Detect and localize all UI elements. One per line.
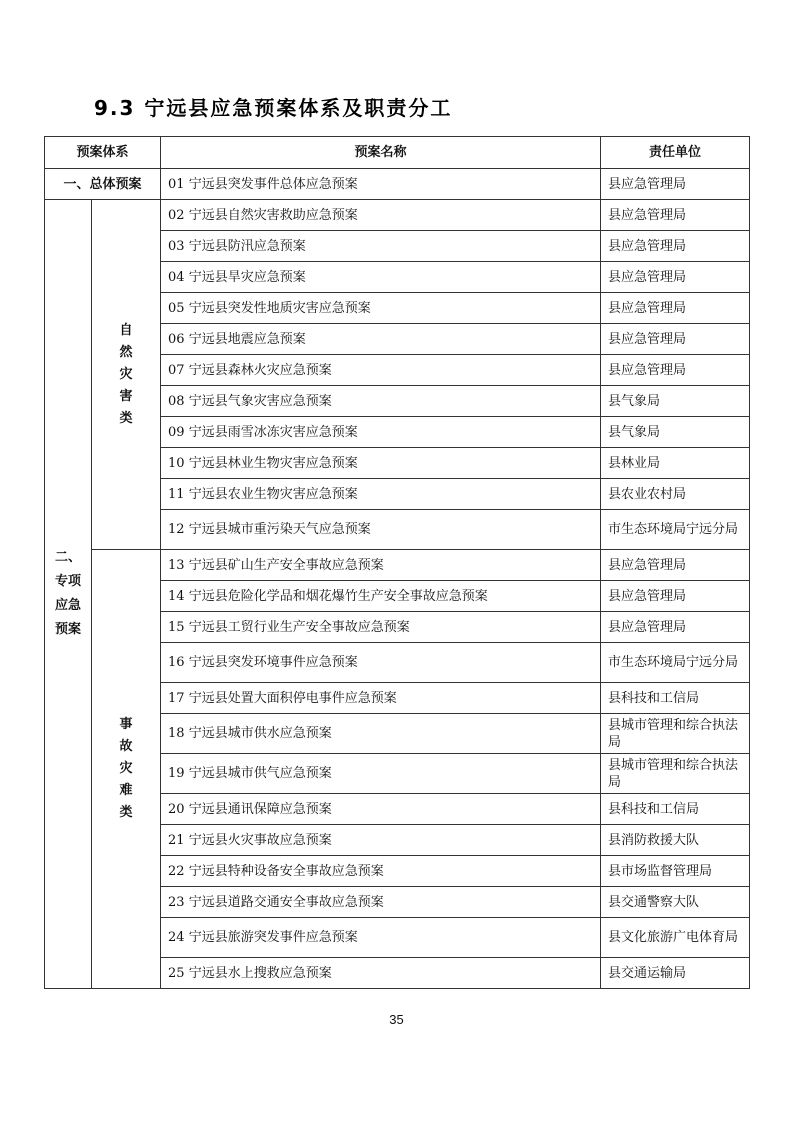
subcategory-accident (92, 550, 161, 989)
subcategory-natural (92, 200, 161, 550)
plan-name: 22 宁远县特种设备安全事故应急预案 (161, 856, 601, 887)
responsible-unit: 县市场监督管理局 (601, 856, 750, 887)
plan-name: 16 宁远县突发环境事件应急预案 (161, 643, 601, 683)
plan-name: 12 宁远县城市重污染天气应急预案 (161, 510, 601, 550)
plan-name: 20 宁远县通讯保障应急预案 (161, 794, 601, 825)
plan-name: 04 宁远县旱灾应急预案 (161, 262, 601, 293)
plan-name: 21 宁远县火灾事故应急预案 (161, 825, 601, 856)
plan-name: 25 宁远县水上搜救应急预案 (161, 958, 601, 989)
responsible-unit: 县应急管理局 (601, 200, 750, 231)
category-special-label: 二、专项应急预案 (54, 550, 81, 637)
responsible-unit: 县应急管理局 (601, 612, 750, 643)
header-plan-name: 预案名称 (161, 137, 601, 169)
page-title: 9.3 宁远县应急预案体系及职责分工 (94, 96, 453, 120)
plan-name: 18 宁远县城市供水应急预案 (161, 714, 601, 754)
category-special (45, 200, 92, 989)
responsible-unit: 县应急管理局 (601, 581, 750, 612)
responsible-unit: 县文化旅游广电体育局 (601, 918, 750, 958)
page-number: 35 (389, 1012, 404, 1027)
plan-name: 06 宁远县地震应急预案 (161, 324, 601, 355)
responsible-unit: 县交通运输局 (601, 958, 750, 989)
table-row (45, 169, 750, 200)
plan-name: 08 宁远县气象灾害应急预案 (161, 386, 601, 417)
responsible-unit: 县应急管理局 (601, 262, 750, 293)
plan-name: 14 宁远县危险化学品和烟花爆竹生产安全事故应急预案 (161, 581, 601, 612)
table-row (45, 200, 750, 231)
plan-name: 17 宁远县处置大面积停电事件应急预案 (161, 683, 601, 714)
plan-name: 02 宁远县自然灾害救助应急预案 (161, 200, 601, 231)
plan-name: 24 宁远县旅游突发事件应急预案 (161, 918, 601, 958)
plan-name: 03 宁远县防汛应急预案 (161, 231, 601, 262)
table-row (45, 550, 750, 581)
responsible-unit: 县农业农村局 (601, 479, 750, 510)
plan-name: 19 宁远县城市供气应急预案 (161, 754, 601, 794)
responsible-unit: 县城市管理和综合执法局 (601, 714, 750, 754)
plan-name: 11 宁远县农业生物灾害应急预案 (161, 479, 601, 510)
responsible-unit: 县城市管理和综合执法局 (601, 754, 750, 794)
plan-name: 09 宁远县雨雪冰冻灾害应急预案 (161, 417, 601, 448)
responsible-unit: 县气象局 (601, 417, 750, 448)
responsible-unit: 县科技和工信局 (601, 683, 750, 714)
plan-name: 05 宁远县突发性地质灾害应急预案 (161, 293, 601, 324)
responsible-unit: 县科技和工信局 (601, 794, 750, 825)
plan-table (44, 136, 750, 989)
responsible-unit: 县应急管理局 (601, 293, 750, 324)
plan-name: 15 宁远县工贸行业生产安全事故应急预案 (161, 612, 601, 643)
responsible-unit: 县交通警察大队 (601, 887, 750, 918)
subcategory-accident-label: 事故灾难类 (119, 717, 133, 820)
category-general: 一、总体预案 (45, 169, 161, 200)
plan-name: 07 宁远县森林火灾应急预案 (161, 355, 601, 386)
responsible-unit: 县消防救援大队 (601, 825, 750, 856)
plan-name: 10 宁远县林业生物灾害应急预案 (161, 448, 601, 479)
header-responsible-unit: 责任单位 (601, 137, 750, 169)
responsible-unit: 县林业局 (601, 448, 750, 479)
responsible-unit: 县应急管理局 (601, 324, 750, 355)
subcategory-natural-label: 自然灾害类 (119, 322, 133, 426)
responsible-unit: 市生态环境局宁远分局 (601, 510, 750, 550)
table-header-row (45, 137, 750, 169)
responsible-unit: 县应急管理局 (601, 550, 750, 581)
responsible-unit: 县应急管理局 (601, 231, 750, 262)
plan-name: 01 宁远县突发事件总体应急预案 (161, 169, 601, 200)
responsible-unit: 县气象局 (601, 386, 750, 417)
header-system: 预案体系 (45, 137, 161, 169)
responsible-unit: 市生态环境局宁远分局 (601, 643, 750, 683)
responsible-unit: 县应急管理局 (601, 169, 750, 200)
plan-name: 13 宁远县矿山生产安全事故应急预案 (161, 550, 601, 581)
responsible-unit: 县应急管理局 (601, 355, 750, 386)
plan-name: 23 宁远县道路交通安全事故应急预案 (161, 887, 601, 918)
